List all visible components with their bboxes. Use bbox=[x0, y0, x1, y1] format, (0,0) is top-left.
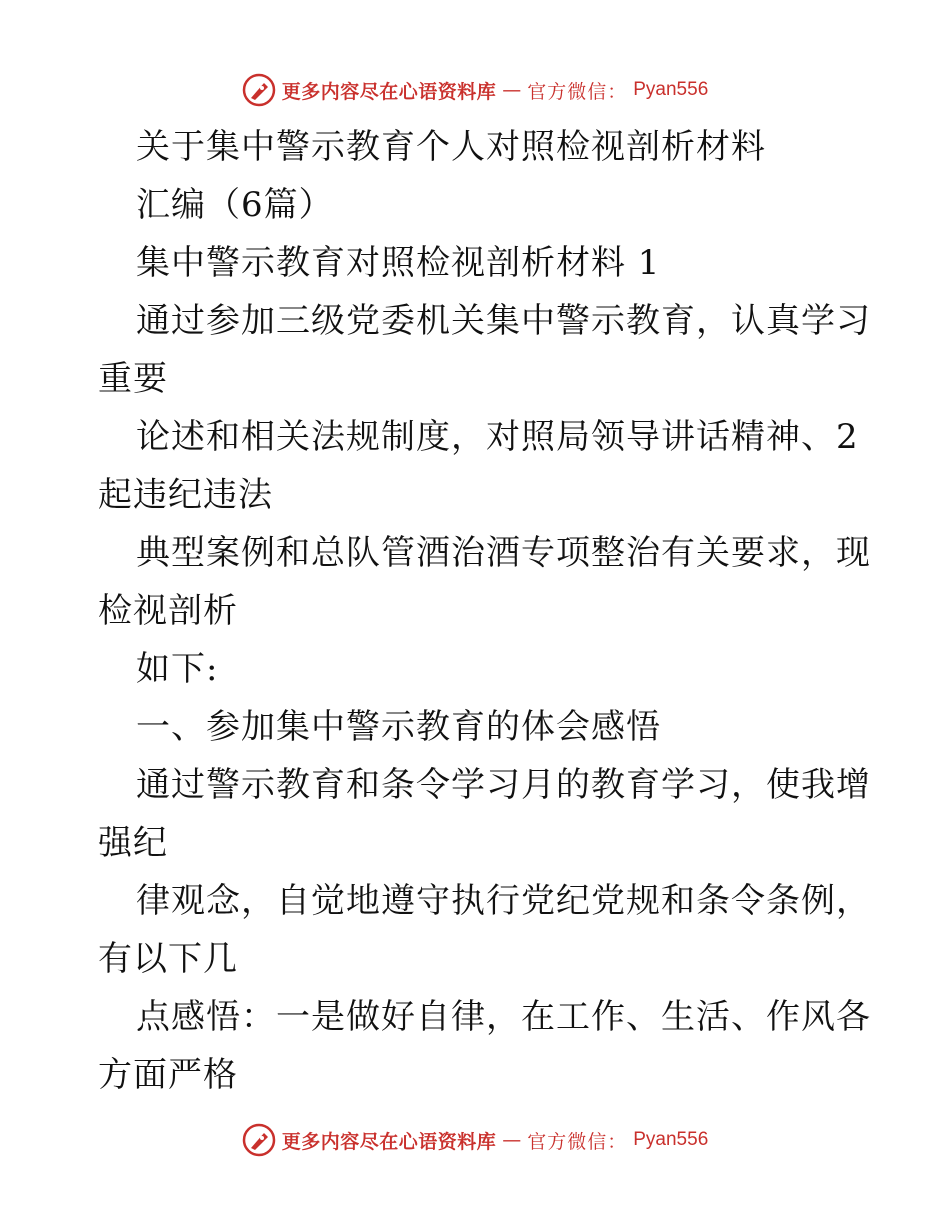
paragraph-line: 重要 bbox=[98, 359, 168, 399]
watermark-text: 更多内容尽在心语资料库 bbox=[281, 80, 497, 103]
paragraph-line: 典型案例和总队管酒治酒专项整治有关要求，现 bbox=[136, 533, 871, 573]
paragraph-line: 检视剖析 bbox=[98, 591, 238, 631]
section-heading: 集中警示教育对照检视剖析材料 1 bbox=[136, 243, 661, 283]
pen-nib-logo-icon bbox=[242, 1123, 276, 1157]
watermark-wechat-id: Pyan556 bbox=[633, 79, 709, 100]
paragraph-line: 论述和相关法规制度，对照局领导讲话精神、2 bbox=[136, 417, 859, 457]
paragraph-line: 方面严格 bbox=[98, 1055, 238, 1095]
watermark-separator: — bbox=[502, 1129, 522, 1151]
watermark-wechat-id: Pyan556 bbox=[633, 1129, 709, 1150]
document-body bbox=[98, 118, 871, 1104]
watermark-separator: — bbox=[502, 79, 522, 101]
watermark-official-label: 官方微信： bbox=[527, 80, 628, 103]
paragraph-line: 起违纪违法 bbox=[98, 475, 273, 515]
paragraph-line: 点感悟：一是做好自律，在工作、生活、作风各 bbox=[136, 997, 871, 1037]
paragraph-line: 通过参加三级党委机关集中警示教育，认真学习 bbox=[136, 301, 871, 341]
watermark-footer bbox=[0, 1120, 950, 1160]
paragraph-line: 律观念，自觉地遵守执行党纪党规和条令条例， bbox=[136, 881, 871, 921]
document-title: 关于集中警示教育个人对照检视剖析材料 bbox=[136, 127, 766, 167]
document-title-continued: 汇编（6篇） bbox=[136, 185, 334, 225]
subsection-heading: 一、参加集中警示教育的体会感悟 bbox=[136, 707, 661, 747]
paragraph-line: 如下: bbox=[136, 649, 219, 689]
paragraph-line: 有以下几 bbox=[98, 939, 238, 979]
pen-nib-logo-icon bbox=[242, 73, 276, 107]
watermark-official-label: 官方微信： bbox=[527, 1130, 628, 1153]
paragraph-line: 强纪 bbox=[98, 823, 168, 863]
watermark-text: 更多内容尽在心语资料库 bbox=[281, 1130, 497, 1153]
watermark-header bbox=[0, 70, 950, 110]
paragraph-line: 通过警示教育和条令学习月的教育学习，使我增 bbox=[136, 765, 871, 805]
